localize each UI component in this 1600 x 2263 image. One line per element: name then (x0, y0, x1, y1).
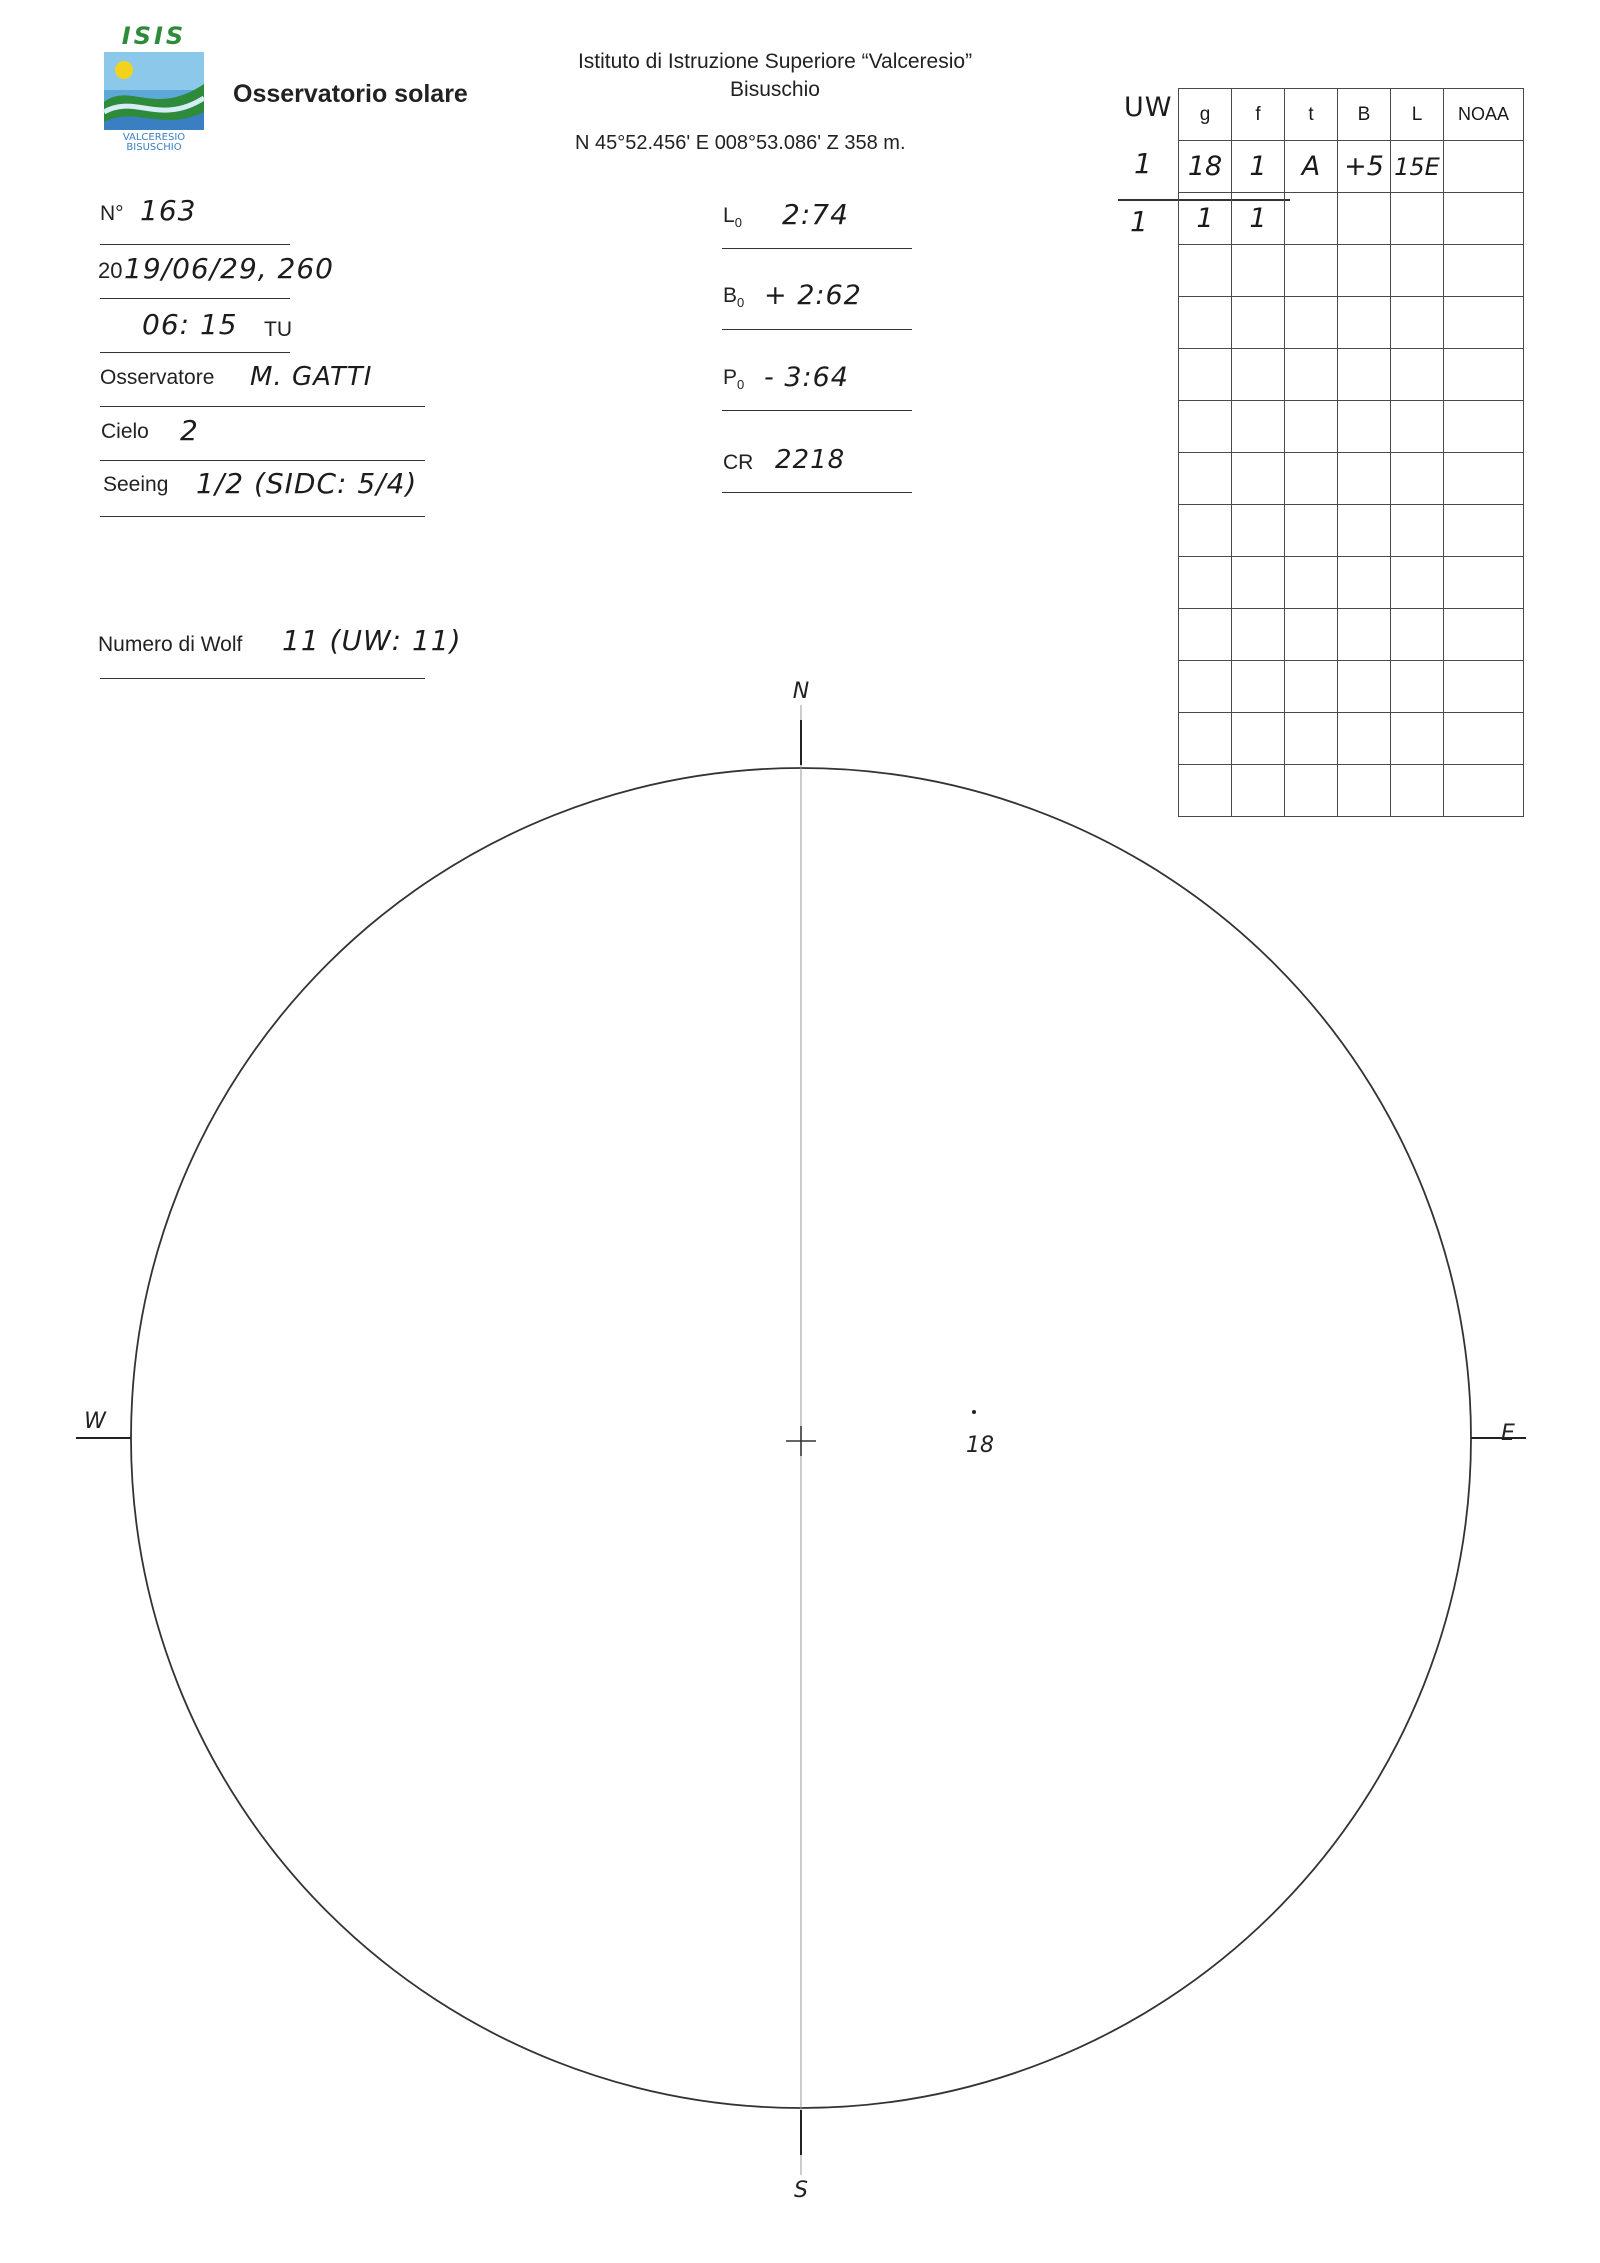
time-suffix: TU (264, 318, 292, 341)
svg-text:ISIS: ISIS (121, 22, 187, 50)
cr-label: CR (723, 451, 754, 474)
table-cell: 15E (1391, 141, 1444, 193)
b0-value: + 2:62 (764, 280, 862, 311)
svg-text:BISUSCHIO: BISUSCHIO (126, 142, 182, 152)
north-label: N (792, 679, 810, 704)
west-label: W (84, 1409, 106, 1434)
table-cell: 1 (1179, 193, 1232, 245)
sky-label: Cielo (101, 420, 149, 443)
institute-name: Istituto di Istruzione Superiore “Valceresio” (577, 50, 973, 73)
table-cell: A (1285, 141, 1338, 193)
b0-label: $B_0$ (723, 284, 745, 311)
sunspot-mark (972, 1410, 976, 1414)
east-label: E (1501, 1421, 1515, 1446)
wolf-number-value: 11 (UW: 11) (282, 624, 462, 657)
south-label: S (794, 2178, 808, 2203)
institute-town: Bisuschio (730, 78, 820, 101)
table-header-cell: g (1179, 89, 1232, 141)
table-header-cell: f (1232, 89, 1285, 141)
uw-row2-value: 1 (1130, 205, 1149, 238)
table-header-cell: L (1391, 89, 1444, 141)
table-header-cell: B (1338, 89, 1391, 141)
number-label: N° (100, 202, 124, 225)
table-cell: +5 (1338, 141, 1391, 193)
date-prefix: 20 (98, 258, 123, 283)
table-header-cell: t (1285, 89, 1338, 141)
svg-text:VALCERESIO: VALCERESIO (122, 132, 186, 143)
time-value: 06: 15 (142, 308, 238, 341)
seeing-label: Seeing (103, 473, 169, 496)
l0-value: 2:74 (782, 198, 849, 231)
table-cell: 18 (1179, 141, 1232, 193)
observer-value: M. GATTI (250, 362, 373, 392)
observatory-coordinates: N 45°52.456' E 008°53.086' Z 358 m. (575, 132, 906, 154)
wolf-number-label: Numero di Wolf (98, 633, 243, 656)
observatory-title: Osservatorio solare (233, 80, 468, 108)
cr-value: 2218 (775, 445, 846, 475)
p0-label: $P_0$ (723, 366, 745, 393)
table-cell: 1 (1232, 141, 1285, 193)
uw-column-header: UW (1124, 92, 1173, 123)
observer-label: Osservatore (100, 366, 215, 389)
sky-value: 2 (180, 414, 199, 447)
date-value: 19/06/29, 260 (124, 252, 334, 285)
sunspot-group-label: 18 (966, 1433, 994, 1458)
p0-value: - 3:64 (764, 362, 849, 393)
number-value: 163 (140, 194, 197, 227)
seeing-value: 1/2 (SIDC: 5/4) (196, 467, 418, 500)
table-cell: 1 (1232, 193, 1285, 245)
uw-row1-value: 1 (1134, 147, 1153, 180)
l0-label: $L_0$ (723, 204, 742, 231)
table-header-cell: NOAA (1444, 89, 1524, 141)
